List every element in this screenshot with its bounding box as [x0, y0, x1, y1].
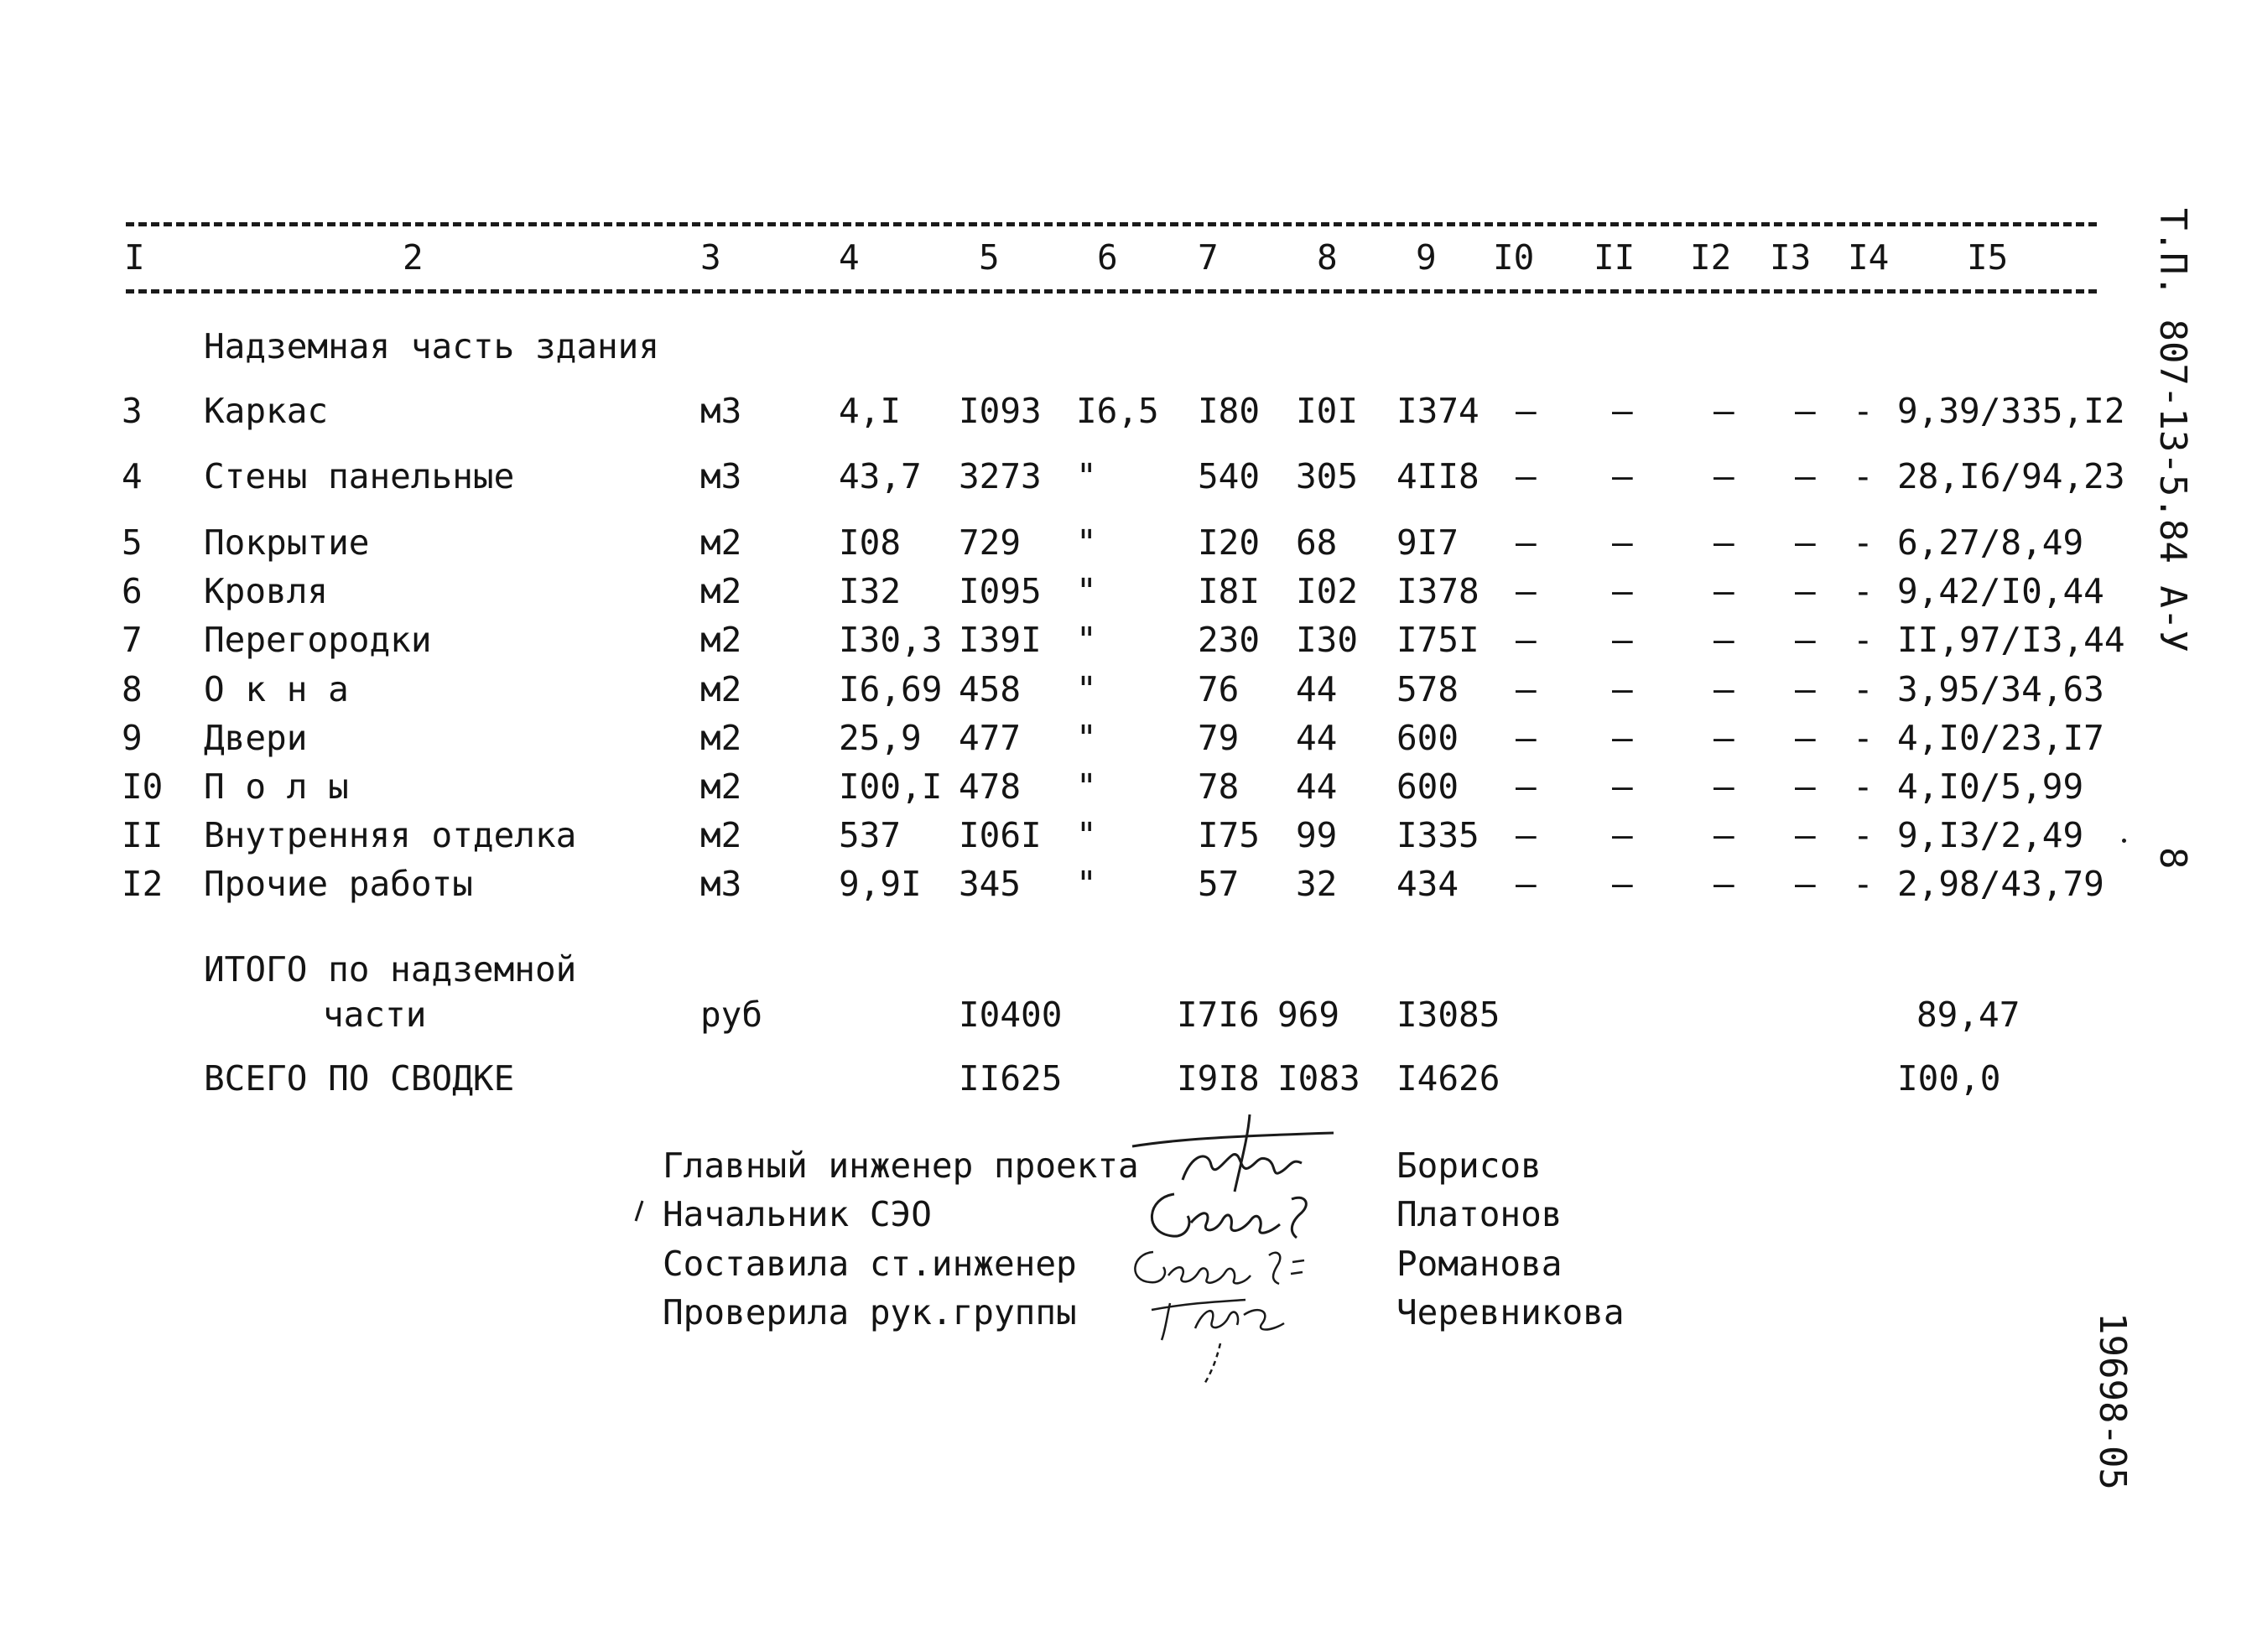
header-col-11: II [1594, 237, 1636, 278]
total-col5: II625 [959, 1058, 1063, 1099]
row-unit: м2 [700, 815, 742, 855]
row-col14: - [1853, 571, 1874, 611]
row-col15: 9,I3/2,49 [1897, 815, 2084, 855]
row-col10: – [1516, 669, 1537, 709]
row-col9: 600 [1396, 766, 1459, 807]
row-col5: I095 [959, 571, 1042, 611]
table-row [0, 522, 2257, 563]
row-col11: – [1612, 571, 1633, 611]
row-col5: 3273 [959, 456, 1042, 496]
signature-handwriting-4 [1136, 1281, 1321, 1390]
row-col8: 305 [1296, 456, 1359, 496]
row-col4: 4,I [839, 391, 902, 431]
row-unit: м2 [700, 620, 742, 660]
row-col14: - [1853, 718, 1874, 758]
header-col-12: I2 [1690, 237, 1732, 278]
page-number: 8 [2151, 847, 2194, 870]
row-col6: " [1076, 815, 1097, 855]
row-col7: 78 [1198, 766, 1240, 807]
row-col14: - [1853, 620, 1874, 660]
row-col7: 540 [1198, 456, 1261, 496]
row-col12: – [1714, 620, 1734, 660]
subtotal-col8: 969 [1277, 995, 1340, 1035]
row-col13: – [1795, 456, 1816, 496]
row-col15: 9,39/335,I2 [1897, 391, 2125, 431]
row-col5: 345 [959, 864, 1022, 904]
row-number: I0 [122, 766, 164, 807]
row-col5: 458 [959, 669, 1022, 709]
row-col10: – [1516, 571, 1537, 611]
row-name: Перегородки [204, 620, 432, 660]
row-col4: I32 [839, 571, 902, 611]
row-col4: 43,7 [839, 456, 922, 496]
row-col8: 68 [1296, 522, 1338, 563]
row-col6: " [1076, 571, 1097, 611]
row-col6: " [1076, 766, 1097, 807]
row-unit: м3 [700, 391, 742, 431]
row-col6: " [1076, 456, 1097, 496]
row-col15: 6,27/8,49 [1897, 522, 2084, 563]
signature-role: Главный инженер проекта [663, 1145, 1139, 1186]
row-col11: – [1612, 766, 1633, 807]
table-row [0, 620, 2257, 660]
header-col-13: I3 [1770, 237, 1812, 278]
header-col-8: 8 [1317, 237, 1338, 278]
row-col12: – [1714, 571, 1734, 611]
header-col-9: 9 [1416, 237, 1437, 278]
row-number: 4 [122, 456, 143, 496]
row-col7: I8I [1198, 571, 1261, 611]
row-col15: 9,42/I0,44 [1897, 571, 2104, 611]
row-col8: 32 [1296, 864, 1338, 904]
row-col10: – [1516, 815, 1537, 855]
row-col7: I75 [1198, 815, 1261, 855]
row-col5: I06I [959, 815, 1042, 855]
row-col11: – [1612, 815, 1633, 855]
row-col7: 76 [1198, 669, 1240, 709]
row-col8: I02 [1296, 571, 1359, 611]
row-col10: – [1516, 391, 1537, 431]
header-bottom-rule [126, 289, 2097, 294]
row-col5: I39I [959, 620, 1042, 660]
row-col8: 44 [1296, 766, 1338, 807]
row-col8: 44 [1296, 718, 1338, 758]
row-unit: м2 [700, 718, 742, 758]
row-col15: II,97/I3,44 [1897, 620, 2125, 660]
tick-mark-icon [631, 1199, 647, 1224]
row-col15: 4,I0/5,99 [1897, 766, 2084, 807]
row-number: 5 [122, 522, 143, 563]
row-col8: 99 [1296, 815, 1338, 855]
row-col12: – [1714, 669, 1734, 709]
row-col9: 4II8 [1396, 456, 1480, 496]
row-col12: – [1714, 766, 1734, 807]
row-name: Внутренняя отделка [204, 815, 577, 855]
row-col9: 9I7 [1396, 522, 1459, 563]
row-col7: 79 [1198, 718, 1240, 758]
row-col9: 434 [1396, 864, 1459, 904]
total-label: ВСЕГО ПО СВОДКЕ [204, 1058, 515, 1099]
row-col12: – [1714, 815, 1734, 855]
row-col13: – [1795, 864, 1816, 904]
header-col-10: I0 [1493, 237, 1535, 278]
row-col13: – [1795, 815, 1816, 855]
table-row [0, 815, 2257, 855]
total-col8: I083 [1277, 1058, 1360, 1099]
row-col13: – [1795, 391, 1816, 431]
row-col11: – [1612, 620, 1633, 660]
row-col13: – [1795, 718, 1816, 758]
table-row [0, 766, 2257, 807]
table-row [0, 391, 2257, 431]
section-title: Надземная часть здания [204, 326, 660, 366]
row-col10: – [1516, 718, 1537, 758]
row-col11: – [1612, 391, 1633, 431]
signature-role: Проверила рук.группы [663, 1292, 1077, 1333]
signature-role: Составила ст.инженер [663, 1244, 1077, 1284]
row-col13: – [1795, 669, 1816, 709]
row-unit: м3 [700, 864, 742, 904]
row-col15: 28,I6/94,23 [1897, 456, 2125, 496]
subtotal-col7: I7I6 [1177, 995, 1260, 1035]
row-col5: 478 [959, 766, 1022, 807]
row-col11: – [1612, 522, 1633, 563]
row-name: О к н а [204, 669, 349, 709]
row-col12: – [1714, 522, 1734, 563]
document-code: Т.П. 807-13-5.84 А-У [2151, 208, 2194, 652]
header-col-3: 3 [700, 237, 721, 278]
header-col-15: I5 [1967, 237, 2009, 278]
subtotal-col9: I3085 [1396, 995, 1500, 1035]
total-col7: I9I8 [1177, 1058, 1260, 1099]
row-col4: I30,3 [839, 620, 943, 660]
row-col9: 578 [1396, 669, 1459, 709]
row-col14: - [1853, 766, 1874, 807]
row-col15: 2,98/43,79 [1897, 864, 2104, 904]
row-col4: 9,9I [839, 864, 922, 904]
row-col9: I374 [1396, 391, 1480, 431]
row-col11: – [1612, 718, 1633, 758]
header-top-rule [126, 222, 2097, 226]
row-name: П о л ы [204, 766, 349, 807]
header-col-5: 5 [979, 237, 1000, 278]
table-row [0, 456, 2257, 496]
table-row [0, 571, 2257, 611]
signature-name: Борисов [1396, 1145, 1542, 1186]
row-col7: I80 [1198, 391, 1261, 431]
row-col7: 57 [1198, 864, 1240, 904]
subtotal-col5: I0400 [959, 995, 1063, 1035]
row-number: 6 [122, 571, 143, 611]
row-number: 3 [122, 391, 143, 431]
row-col5: I093 [959, 391, 1042, 431]
row-col10: – [1516, 456, 1537, 496]
row-col9: I75I [1396, 620, 1480, 660]
row-col14: - [1853, 456, 1874, 496]
row-col9: I335 [1396, 815, 1480, 855]
subtotal-unit: руб [700, 995, 763, 1035]
row-name: Прочие работы [204, 864, 473, 904]
margin-dot [2122, 839, 2126, 843]
row-col8: 44 [1296, 669, 1338, 709]
row-col5: 477 [959, 718, 1022, 758]
row-col6: " [1076, 718, 1097, 758]
row-name: Покрытие [204, 522, 370, 563]
row-col4: I08 [839, 522, 902, 563]
row-col6: " [1076, 864, 1097, 904]
header-col-7: 7 [1198, 237, 1219, 278]
row-col10: – [1516, 766, 1537, 807]
row-col6: I6,5 [1076, 391, 1159, 431]
row-col4: I00,I [839, 766, 943, 807]
row-col7: 230 [1198, 620, 1261, 660]
row-col13: – [1795, 766, 1816, 807]
row-col13: – [1795, 620, 1816, 660]
row-col9: 600 [1396, 718, 1459, 758]
row-col12: – [1714, 718, 1734, 758]
row-unit: м2 [700, 669, 742, 709]
row-col12: – [1714, 391, 1734, 431]
table-row [0, 669, 2257, 709]
signature-name: Черевникова [1396, 1292, 1625, 1333]
row-unit: м3 [700, 456, 742, 496]
row-col10: – [1516, 620, 1537, 660]
row-col6: " [1076, 620, 1097, 660]
row-col15: 3,95/34,63 [1897, 669, 2104, 709]
row-name: Кровля [204, 571, 329, 611]
row-col11: – [1612, 456, 1633, 496]
row-name: Двери [204, 718, 308, 758]
header-col-6: 6 [1097, 237, 1118, 278]
row-unit: м2 [700, 571, 742, 611]
row-col5: 729 [959, 522, 1022, 563]
row-name: Каркас [204, 391, 329, 431]
subtotal-label-line2: части [323, 995, 427, 1035]
row-col8: I30 [1296, 620, 1359, 660]
signature-role: Начальник СЭО [663, 1194, 932, 1234]
subtotal-label-line1: ИТОГО по надземной [204, 949, 577, 990]
row-col11: – [1612, 864, 1633, 904]
row-number: 9 [122, 718, 143, 758]
row-unit: м2 [700, 766, 742, 807]
row-number: 7 [122, 620, 143, 660]
row-col14: - [1853, 391, 1874, 431]
header-col-1: I [124, 237, 145, 278]
row-col4: 537 [839, 815, 902, 855]
row-col8: I0I [1296, 391, 1359, 431]
signature-name: Платонов [1396, 1194, 1563, 1234]
row-col12: – [1714, 456, 1734, 496]
row-col14: - [1853, 522, 1874, 563]
row-col11: – [1612, 669, 1633, 709]
row-col13: – [1795, 571, 1816, 611]
signature-name: Романова [1396, 1244, 1563, 1284]
row-col14: - [1853, 815, 1874, 855]
row-col13: – [1795, 522, 1816, 563]
header-col-14: I4 [1848, 237, 1890, 278]
table-row [0, 864, 2257, 904]
row-col12: – [1714, 864, 1734, 904]
row-number: I2 [122, 864, 164, 904]
header-col-4: 4 [839, 237, 860, 278]
row-col14: - [1853, 669, 1874, 709]
row-col6: " [1076, 522, 1097, 563]
row-col10: – [1516, 864, 1537, 904]
total-col9: I4626 [1396, 1058, 1500, 1099]
row-name: Стены панельные [204, 456, 515, 496]
row-col14: - [1853, 864, 1874, 904]
row-col7: I20 [1198, 522, 1261, 563]
table-row [0, 718, 2257, 758]
row-unit: м2 [700, 522, 742, 563]
total-col15: I00,0 [1897, 1058, 2001, 1099]
row-col9: I378 [1396, 571, 1480, 611]
inventory-number: 19698-05 [2091, 1312, 2134, 1490]
row-col4: 25,9 [839, 718, 922, 758]
row-col10: – [1516, 522, 1537, 563]
row-number: 8 [122, 669, 143, 709]
row-col6: " [1076, 669, 1097, 709]
row-number: II [122, 815, 164, 855]
row-col15: 4,I0/23,I7 [1897, 718, 2104, 758]
subtotal-col15: 89,47 [1916, 995, 2020, 1035]
row-col4: I6,69 [839, 669, 943, 709]
header-col-2: 2 [403, 237, 424, 278]
